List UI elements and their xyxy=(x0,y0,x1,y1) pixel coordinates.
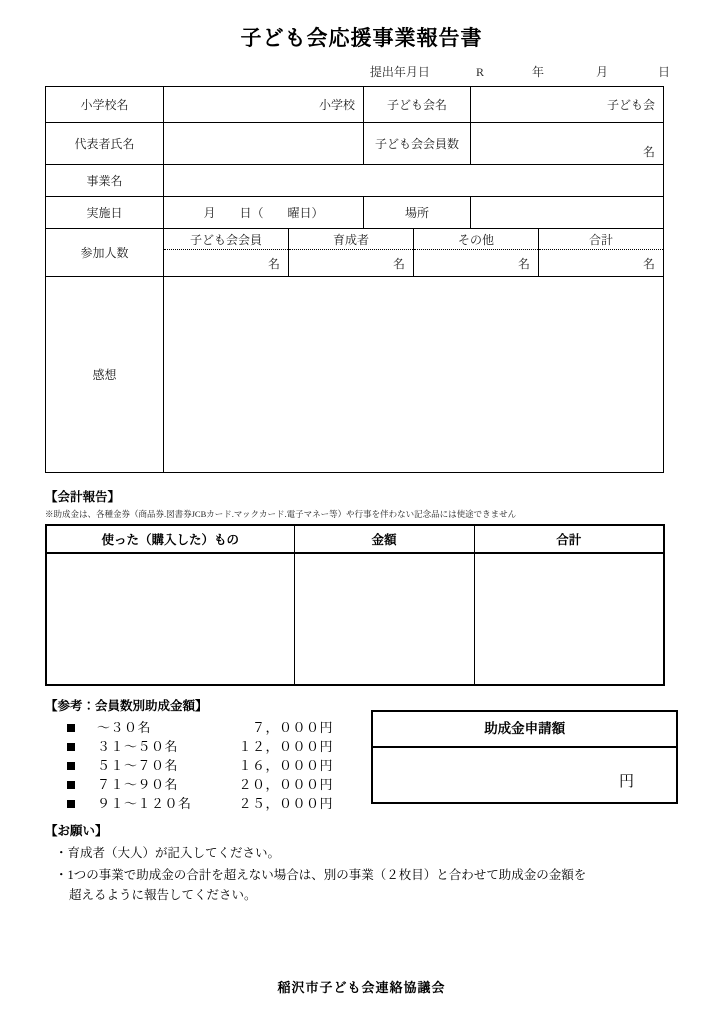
accounting-col-amount: 金額 xyxy=(294,525,474,553)
participants-value-total[interactable]: 名 xyxy=(539,250,664,277)
reference-amount: ７，０００円 xyxy=(251,720,333,736)
impression-input[interactable] xyxy=(164,277,664,473)
square-bullet-icon xyxy=(67,762,75,770)
list-item xyxy=(67,794,371,813)
reference-heading: 【参考：会員数別助成金額】 xyxy=(45,698,208,714)
impression-label: 感想 xyxy=(46,277,164,473)
reference-range: ３１～５０名 xyxy=(97,739,179,755)
reference-left xyxy=(45,696,371,813)
participants-col-header-total: 合計 xyxy=(539,229,664,250)
footer-organization: 稲沢市子ども会連絡協議会 xyxy=(277,981,446,996)
square-bullet-icon xyxy=(67,781,75,789)
table-row xyxy=(46,197,664,229)
accounting-col-item: 使った（購入した）もの xyxy=(46,525,294,553)
accounting-heading: 【会計報告】 xyxy=(45,489,121,505)
submit-date-era: R xyxy=(475,65,484,80)
reference-amount: １６，０００円 xyxy=(238,758,333,774)
participants-col-header-others: その他 xyxy=(414,229,539,250)
participants-table xyxy=(45,228,664,473)
table-row xyxy=(46,123,664,165)
list-item xyxy=(67,775,371,794)
club-name-label: 子ども会名 xyxy=(364,87,471,123)
participants-col-header-leaders: 育成者 xyxy=(289,229,414,250)
impression-row xyxy=(46,277,664,473)
event-date-input[interactable]: 月 日（ 曜日） xyxy=(164,197,364,229)
representative-input[interactable] xyxy=(164,123,364,165)
participants-label: 参加人数 xyxy=(46,229,164,277)
accounting-col-total: 合計 xyxy=(474,525,664,553)
list-item xyxy=(67,718,371,737)
representative-label: 代表者氏名 xyxy=(46,123,164,165)
reference-range: ７１～９０名 xyxy=(97,777,179,793)
place-label: 場所 xyxy=(364,197,471,229)
accounting-cell-amount[interactable] xyxy=(294,553,474,685)
reference-range: ９１～１２０名 xyxy=(97,796,192,812)
reference-section xyxy=(45,696,678,813)
submit-date-year-unit: 年 xyxy=(531,65,544,80)
participants-col-header-members: 子ども会会員 xyxy=(164,229,289,250)
participants-value-others[interactable]: 名 xyxy=(414,250,539,277)
list-item xyxy=(67,737,371,756)
page-title: 子ども会応援事業報告書 xyxy=(240,26,483,50)
participants-header-row xyxy=(46,229,664,250)
accounting-cell-total[interactable] xyxy=(474,553,664,685)
submit-date-month-unit: 月 xyxy=(595,65,608,80)
request-item-1: ・育成者（大人）が記入してください。 xyxy=(55,846,281,861)
table-row xyxy=(46,553,664,685)
application-amount-box xyxy=(371,710,678,804)
list-item xyxy=(67,756,371,775)
reference-range: ５１～７０名 xyxy=(97,758,179,774)
main-info-table xyxy=(45,86,664,229)
square-bullet-icon xyxy=(67,800,75,808)
reference-list xyxy=(45,718,371,813)
accounting-cell-item[interactable] xyxy=(46,553,294,685)
accounting-table xyxy=(45,524,665,686)
square-bullet-icon xyxy=(67,724,75,732)
request-item-2 xyxy=(45,865,678,905)
application-amount-title: 助成金申請額 xyxy=(373,712,676,748)
submit-date-label: 提出年月日 xyxy=(369,65,430,80)
participants-value-members[interactable]: 名 xyxy=(164,250,289,277)
request-item-2-line2: 超えるように報告してください。 xyxy=(69,888,257,903)
project-name-input[interactable] xyxy=(164,165,664,197)
submit-date-day-unit: 日 xyxy=(657,65,670,80)
submit-date-line xyxy=(45,63,678,80)
square-bullet-icon xyxy=(67,743,75,751)
place-input[interactable] xyxy=(471,197,664,229)
reference-amount: ２５，０００円 xyxy=(238,796,333,812)
reference-amount: ２０，０００円 xyxy=(238,777,333,793)
accounting-note: ※助成金は、各種金券（商品券.図書券JCBカード.マックカード.電子マネー等）や行事を伴わない記念品には使途できません xyxy=(45,509,517,520)
reference-range: ～３０名 xyxy=(97,720,152,736)
school-name-input[interactable]: 小学校 xyxy=(164,87,364,123)
member-count-input[interactable]: 名 xyxy=(471,123,664,165)
project-name-label: 事業名 xyxy=(46,165,164,197)
participants-value-leaders[interactable]: 名 xyxy=(289,250,414,277)
request-item-2-line1: ・1つの事業で助成金の合計を超えない場合は、別の事業（２枚目）と合わせて助成金の金額を xyxy=(55,868,587,883)
member-count-label: 子ども会会員数 xyxy=(364,123,471,165)
requests-heading: 【お願い】 xyxy=(45,823,108,839)
application-amount-field[interactable] xyxy=(373,748,676,802)
table-row xyxy=(46,165,664,197)
accounting-header-row xyxy=(46,525,664,553)
club-name-input[interactable]: 子ども会 xyxy=(471,87,664,123)
table-row xyxy=(46,87,664,123)
application-amount-unit: 円 xyxy=(618,774,634,791)
reference-amount: １２，０００円 xyxy=(238,739,333,755)
school-name-label: 小学校名 xyxy=(46,87,164,123)
event-date-label: 実施日 xyxy=(46,197,164,229)
